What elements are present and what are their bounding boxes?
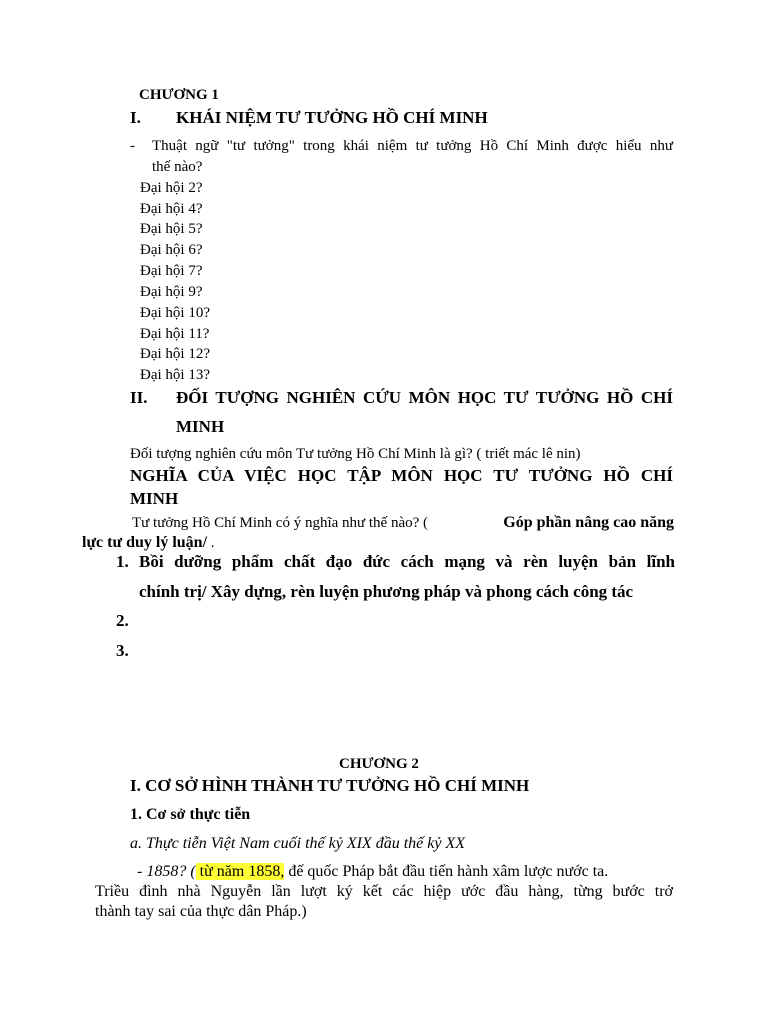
chapter2-sub1: 1. Cơ sở thực tiễn: [130, 806, 251, 823]
section2-title-line1: ĐỐI TƯỢNG NGHIÊN CỨU MÔN HỌC TƯ TƯỞNG HỒ CHÍ: [176, 388, 673, 407]
list-item-line1: Bồi dưỡng phẩm chất đạo đức cách mạng và rèn luyện bản lĩnh: [139, 552, 675, 571]
congress-item: Đại hội 2?: [140, 180, 203, 196]
paragraph-rest: đế quốc Pháp bắt đầu tiến hành xâm lược nước ta.: [284, 863, 609, 880]
chapter2-section1-title: I. CƠ SỞ HÌNH THÀNH TƯ TƯỞNG HỒ CHÍ MINH: [130, 776, 530, 795]
paragraph-line3: thành tay sai của thực dân Pháp.): [95, 903, 307, 920]
section1-title: KHÁI NIỆM TƯ TƯỞNG HỒ CHÍ MINH: [176, 108, 488, 127]
object-question: Đối tượng nghiên cứu môn Tư tưởng Hồ Chí Minh là gì? ( triết mác lê nin): [130, 446, 581, 462]
paragraph-line1: [137, 863, 608, 881]
bullet-line1: Thuật ngữ "tư tưởng" trong khái niệm tư tưởng Hồ Chí Minh được hiểu như: [152, 138, 673, 154]
congress-item: Đại hội 7?: [140, 263, 203, 279]
meaning-answer-tail: .: [207, 535, 215, 551]
congress-item: Đại hội 11?: [140, 326, 210, 342]
congress-item: Đại hội 5?: [140, 221, 203, 237]
meaning-heading-line1: NGHĨA CỦA VIỆC HỌC TẬP MÔN HỌC TƯ TƯỞNG HỒ CHÍ: [130, 466, 673, 485]
meaning-heading-line2: MINH: [130, 489, 179, 508]
paragraph-line2: Triều đình nhà Nguyễn lần lượt ký kết các hiệp ước đầu hàng, từng bước trở: [95, 883, 673, 900]
section1-number: I.: [130, 108, 141, 127]
highlighted-year: từ năm 1858,: [195, 863, 285, 880]
meaning-answer-part1: Góp phần nâng cao năng: [503, 514, 674, 531]
congress-item: Đại hội 4?: [140, 201, 203, 217]
chapter1-heading: CHƯƠNG 1: [139, 87, 219, 103]
congress-item: Đại hội 13?: [140, 367, 210, 383]
congress-item: Đại hội 9?: [140, 284, 203, 300]
meaning-question: Tư tưởng Hồ Chí Minh có ý nghĩa như thế nào? (: [132, 515, 429, 531]
bullet-line2: thế nào?: [152, 159, 203, 175]
meaning-answer-line2: [82, 534, 215, 552]
list-number: 3.: [116, 641, 129, 660]
paragraph-lead: - 1858? (: [137, 863, 196, 880]
congress-item: Đại hội 12?: [140, 346, 210, 362]
list-number: 1.: [116, 552, 129, 571]
chapter2-heading: CHƯƠNG 2: [339, 756, 419, 772]
bullet-dash: -: [130, 138, 135, 154]
list-number: 2.: [116, 611, 129, 630]
meaning-answer-part2: lực tư duy lý luận/: [82, 534, 208, 551]
list-item-line2: chính trị/ Xây dựng, rèn luyện phương pháp và phong cách công tác: [139, 582, 634, 601]
meaning-question-line: [132, 514, 674, 532]
section2-number: II.: [130, 388, 148, 407]
section2-title-line2: MINH: [176, 417, 225, 436]
congress-item: Đại hội 10?: [140, 305, 210, 321]
congress-item: Đại hội 6?: [140, 242, 203, 258]
chapter2-sub1a: a. Thực tiễn Việt Nam cuối thế kỷ XIX đầu thế kỷ XX: [130, 835, 465, 852]
